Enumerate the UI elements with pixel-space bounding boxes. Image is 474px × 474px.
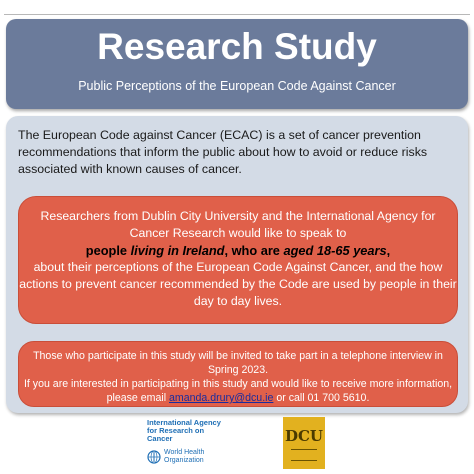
iarc-logo-text	[147, 419, 227, 443]
dcu-logo-text: DCU	[284, 427, 324, 445]
participation-line2: If you are interested in participating in this study and would like to receive more information, please email	[23, 378, 453, 404]
callout-aged: aged 18-65 years	[283, 243, 387, 258]
who-text	[164, 449, 204, 465]
header-banner	[6, 19, 468, 109]
callout-box	[18, 196, 458, 324]
who-logo	[147, 449, 227, 465]
callout-comma: ,	[386, 243, 391, 258]
dcu-logo	[283, 417, 325, 469]
iarc-who-logo	[147, 419, 227, 469]
email-link[interactable]: amanda.drury@dcu.ie	[169, 392, 274, 404]
participation-phone: or call 01 700 5610.	[273, 392, 370, 404]
who-line2: Organization	[164, 457, 204, 464]
callout-target-group	[19, 242, 457, 259]
callout-who: , who are	[224, 243, 284, 258]
callout-people: people	[85, 243, 131, 258]
page-title: Research Study	[97, 26, 377, 67]
page-subtitle: Public Perceptions of the European Code Against Cancer	[78, 79, 396, 93]
participation-contact	[19, 377, 457, 405]
participation-box	[18, 341, 458, 407]
intro-paragraph: The European Code against Cancer (ECAC) is a set of cancer prevention recommendations that inform the public about how to avoid or reduce risks associated with known causes of cancer.	[18, 128, 428, 176]
participation-line1: Those who participate in this study will be invited to take part in a telephone interview in Spring 2023.	[33, 350, 443, 376]
iarc-line1: International Agency	[147, 418, 221, 427]
who-emblem-icon	[147, 450, 161, 464]
callout-line1: Researchers from Dublin City University and the International Agency for Cancer Research would like to speak to	[40, 209, 436, 240]
top-divider	[4, 14, 470, 15]
callout-line3: about their perceptions of the European Code Against Cancer, and the how actions to prevent cancer recommended by the Code are used by people in their day to day lives.	[19, 260, 457, 308]
who-line1: World Health	[164, 449, 205, 456]
content-panel	[6, 116, 468, 413]
callout-living: living in Ireland	[130, 243, 225, 258]
dcu-logo-rules	[291, 449, 317, 461]
iarc-line2: for Research on Cancer	[147, 426, 205, 443]
